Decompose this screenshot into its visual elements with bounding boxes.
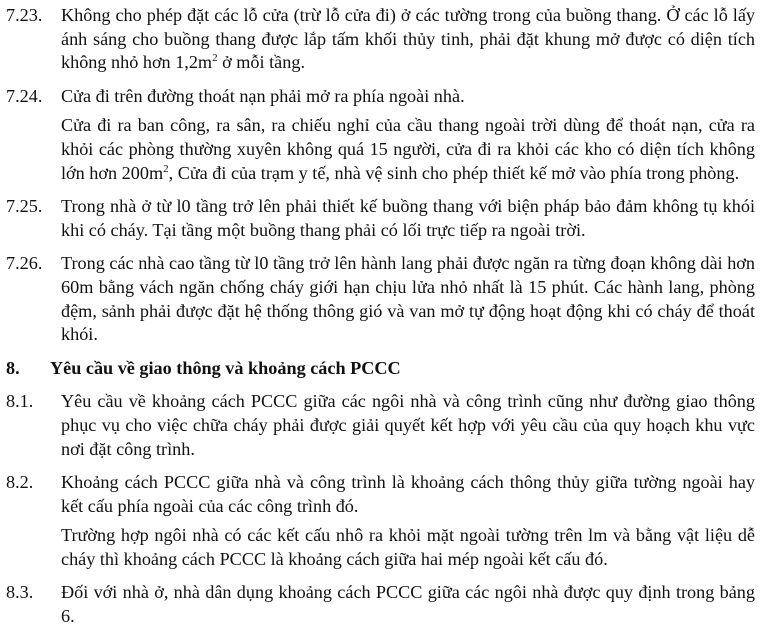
clause-text: Trong các nhà cao tầng từ l0 tầng trở lên hành lang phải được ngăn ra từng đoạn không dài hơn 60m bằng vách ngăn chống cháy giới hạn chịu lửa nhỏ nhất là 15 phút. Các hành lang, phòng đệm, sảnh phải được đặt hệ thống thông gió và van mở tự động hoạt động khi có cháy để thoát khói. <box>61 253 755 345</box>
paragraph-part: Cửa đi ra ban công, ra sân, ra chiếu nghỉ của cầu thang ngoài trời dùng để thoát nạn, cửa ra khỏi các phòng thường xuyên không quá 15 người, cửa đi ra khỏi các kho có diện tích không lớn hơn 200m <box>61 115 755 183</box>
clause-text: Cửa đi trên đường thoát nạn phải mở ra phía ngoài nhà. <box>61 85 465 106</box>
superscript-2: 2 <box>163 162 169 175</box>
clause-text <box>61 4 755 75</box>
clause-number: 7.24. <box>6 85 43 106</box>
paragraph-part: , Cửa đi của trạm y tế, nhà vệ sinh cho phép thiết kế mở vào phía trong phòng. <box>168 162 740 183</box>
clause-text: Đối với nhà ở, nhà dân dụng khoảng cách PCCC giữa các ngôi nhà được quy định trong bảng 6. <box>61 582 755 627</box>
section-number: 8. <box>6 357 20 378</box>
clause-8-1 <box>6 390 755 461</box>
clause-text: Yêu cầu về khoảng cách PCCC giữa các ngôi nhà và công trình cũng như đường giao thông phục vụ cho việc chữa cháy phải được giải quyết kết hợp với yêu cầu của quy hoạch khu vực nơi đặt công trình. <box>61 391 755 459</box>
clause-number: 8.1. <box>6 391 34 412</box>
clause-text-part: ở mỗi tầng. <box>217 52 305 73</box>
clause-7-24 <box>6 85 755 109</box>
clause-number: 8.3. <box>6 582 34 603</box>
clause-8-2-paragraph-2: Trường hợp ngôi nhà có các kết cấu nhô ra khỏi mặt ngoài tường trên lm và bằng vật liệu dễ cháy thì khoảng cách PCCC là khoảng cách giữa hai mép ngoài kết cấu đó. <box>61 525 755 569</box>
clause-number: 8.2. <box>6 472 34 493</box>
clause-7-23 <box>6 4 755 75</box>
clause-7-26 <box>6 252 755 346</box>
clause-7-24-paragraph-2 <box>61 114 755 185</box>
clause-number: 7.26. <box>6 253 43 274</box>
clause-text: Trong nhà ở từ l0 tầng trở lên phải thiết kế buồng thang với biện pháp bảo đảm không tụ khói khi có cháy. Tại tầng một buồng thang phải có lối trực tiếp ra ngoài trời. <box>61 196 755 240</box>
clause-text-part: Không cho phép đặt các lỗ cửa (trừ lỗ cửa đi) ở các tường trong của buồng thang. Ở các lỗ lấy ánh sáng cho buồng thang được lắp tấm khối thủy tinh, phải đặt khung mở được có diện tích không nhỏ hơn 1,2m <box>61 5 755 73</box>
clause-8-2 <box>6 471 755 518</box>
section-8-heading <box>6 357 755 381</box>
clause-number: 7.23. <box>6 5 43 25</box>
clause-7-25 <box>6 195 755 242</box>
clause-8-3 <box>6 581 755 628</box>
section-title: Yêu cầu về giao thông và khoảng cách PCCC <box>50 357 401 378</box>
clause-text: Khoảng cách PCCC giữa nhà và công trình là khoảng cách thông thủy giữa tường ngoài hay kết cấu phía ngoài của các công trình đó. <box>61 472 755 516</box>
clause-number: 7.25. <box>6 196 43 217</box>
superscript-2: 2 <box>212 52 218 65</box>
